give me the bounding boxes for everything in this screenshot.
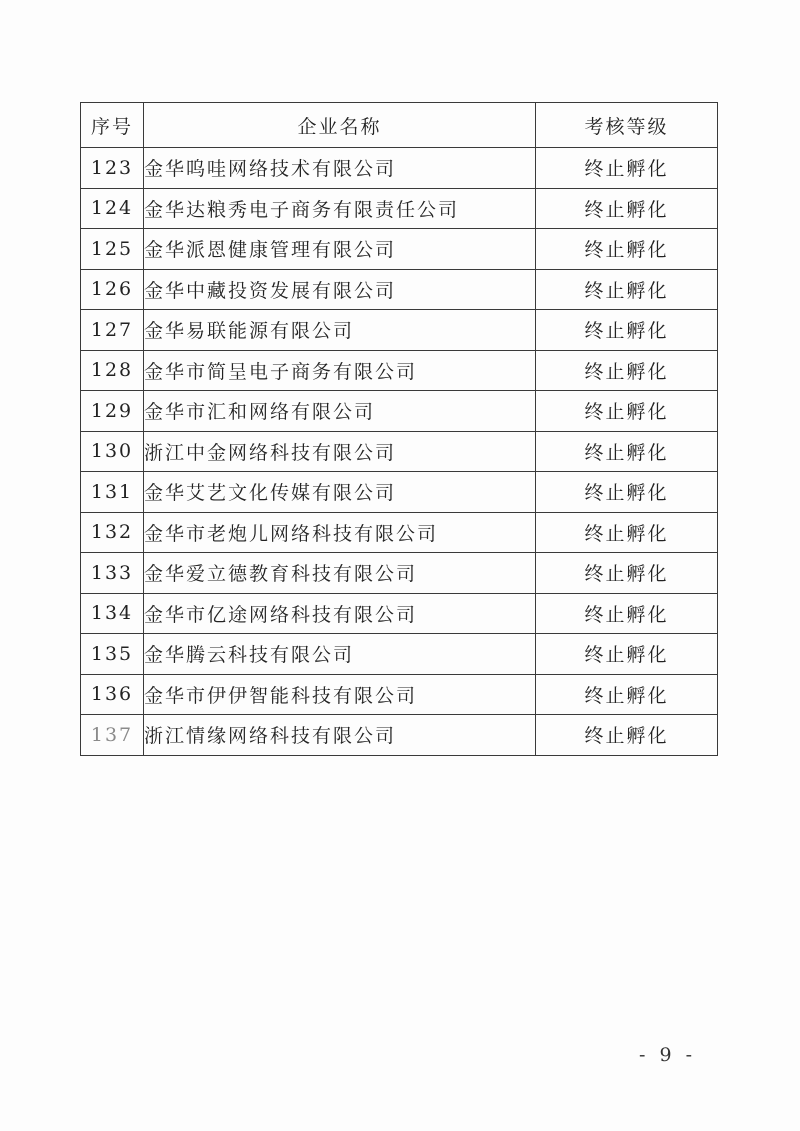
row-assessment-grade: 终止孵化 [536,148,718,189]
row-company-name: 金华艾艺文化传媒有限公司 [144,472,536,513]
row-assessment-grade: 终止孵化 [536,269,718,310]
row-assessment-grade: 终止孵化 [536,674,718,715]
row-company-name: 金华市伊伊智能科技有限公司 [144,674,536,715]
table-row [81,553,718,594]
row-index: 133 [81,553,144,594]
table-row [81,634,718,675]
row-company-name: 金华市简呈电子商务有限公司 [144,350,536,391]
row-company-name: 金华腾云科技有限公司 [144,634,536,675]
row-index: 131 [81,472,144,513]
header-company-name: 企业名称 [144,103,536,148]
table-row [81,310,718,351]
row-index: 130 [81,431,144,472]
table-row [81,593,718,634]
table-row [81,350,718,391]
row-assessment-grade: 终止孵化 [536,512,718,553]
header-index: 序号 [81,103,144,148]
row-index: 125 [81,229,144,270]
row-index: 132 [81,512,144,553]
row-company-name: 金华市老炮儿网络科技有限公司 [144,512,536,553]
row-assessment-grade: 终止孵化 [536,310,718,351]
row-index: 137 [81,715,144,756]
row-company-name: 浙江中金网络科技有限公司 [144,431,536,472]
header-assessment-grade: 考核等级 [536,103,718,148]
row-assessment-grade: 终止孵化 [536,350,718,391]
row-assessment-grade: 终止孵化 [536,715,718,756]
row-company-name: 金华市汇和网络有限公司 [144,391,536,432]
table-body [81,148,718,756]
row-company-name: 金华易联能源有限公司 [144,310,536,351]
row-index: 134 [81,593,144,634]
row-company-name: 金华派恩健康管理有限公司 [144,229,536,270]
table-row [81,269,718,310]
table-row [81,472,718,513]
row-assessment-grade: 终止孵化 [536,634,718,675]
row-assessment-grade: 终止孵化 [536,188,718,229]
row-index: 127 [81,310,144,351]
row-company-name: 金华呜哇网络技术有限公司 [144,148,536,189]
row-index: 124 [81,188,144,229]
table-row [81,512,718,553]
table-row [81,391,718,432]
row-assessment-grade: 终止孵化 [536,553,718,594]
table-row [81,229,718,270]
table-row [81,431,718,472]
table-header-row [81,103,718,148]
company-assessment-table [80,102,718,756]
row-assessment-grade: 终止孵化 [536,431,718,472]
row-company-name: 金华爱立德教育科技有限公司 [144,553,536,594]
row-company-name: 金华中藏投资发展有限公司 [144,269,536,310]
row-company-name: 金华市亿途网络科技有限公司 [144,593,536,634]
table-row [81,188,718,229]
row-index: 129 [81,391,144,432]
table-row [81,715,718,756]
row-assessment-grade: 终止孵化 [536,472,718,513]
row-index: 123 [81,148,144,189]
row-index: 135 [81,634,144,675]
table-row [81,674,718,715]
row-index: 128 [81,350,144,391]
row-index: 136 [81,674,144,715]
row-assessment-grade: 终止孵化 [536,391,718,432]
row-company-name: 浙江情缘网络科技有限公司 [144,715,536,756]
row-company-name: 金华达粮秀电子商务有限责任公司 [144,188,536,229]
table-row [81,148,718,189]
row-assessment-grade: 终止孵化 [536,229,718,270]
row-index: 126 [81,269,144,310]
row-assessment-grade: 终止孵化 [536,593,718,634]
page-number: - 9 - [638,1044,696,1066]
